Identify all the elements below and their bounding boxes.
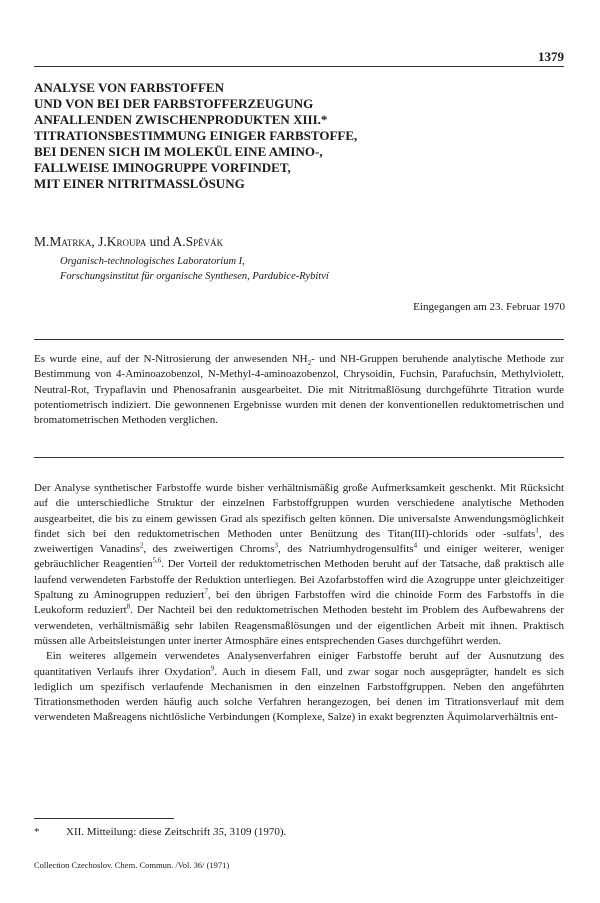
reference-mark: 3 xyxy=(274,541,278,550)
abstract-top-rule xyxy=(34,339,564,340)
journal-footer: Collection Czechoslov. Chem. Commun. /Vol. 36/ (1971) xyxy=(34,860,230,870)
title-line: ANFALLENDEN ZWISCHENPRODUKTEN XIII.* xyxy=(34,112,328,127)
title-line: BEI DENEN SICH IM MOLEKÜL EINE AMINO-, xyxy=(34,144,323,159)
text-run: , des Natriumhydrogensulfits xyxy=(278,543,414,556)
paragraph xyxy=(34,649,564,725)
author-3-name: Spěvák xyxy=(185,234,224,249)
reference-mark: 7 xyxy=(204,587,208,596)
footnote-rule xyxy=(34,818,174,819)
text-run: und einiger weiterer, weniger gebräuchlicher Reagentien xyxy=(34,543,564,571)
abstract-text: Es wurde eine, auf der N-Nitrosierung der anwesenden NH xyxy=(34,353,308,365)
author-3-initial: A. xyxy=(172,234,186,249)
footnote-mark: * xyxy=(34,826,40,838)
abstract-text: - und NH-Gruppen beruhende analytische Methode zur Bestimmung von 4-Aminoazobenzol, N-Methyl-4-aminoazobenzol, Chrysoidin, Fuchsin, Parafuchsin, Methylviolett, Neutral-Rot, Trypaflavin und Phenosafranin ausgearbeitet. Die mit Nitritmaßlösung durchgeführte Titration wurde potentiometrisch indiziert. Die gewonnenen Ergebnisse wurden mit denen der konventionellen reduktometrischen und bromatometrischen Methoden verglichen. xyxy=(34,353,565,427)
text-run: . Der Nachteil bei den reduktometrischen Methoden besteht im Problem des Aufbewahrens der verwendeten, verhältnismäßig sehr labilen Reagensmaßlösungen und der eigentlichen Arbeit mit ihnen. Praktisch müssen alle Arbeitsleistungen unter inerter Atmosphäre eines entsprechenden Gases durchgeführt werden. xyxy=(34,604,564,647)
reference-mark: 2 xyxy=(139,541,144,550)
title-line: TITRATIONSBESTIMMUNG EINIGER FARBSTOFFE, xyxy=(34,128,358,143)
footnote-text: XII. Mitteilung: diese Zeitschrift xyxy=(66,826,213,838)
text-run: . Der Vorteil der reduktometrischen Methoden beruht auf der Tatsache, daß praktisch alle laufend verwendeten Farbstoffe der Reduktion unterliegen. Bei Azofarbstoffen wird die Azogruppe unter gleichzeitiger Spaltung zu Aminogruppen reduziert xyxy=(34,558,564,602)
text-run: , des zweiwertigen Vanadins xyxy=(34,527,564,556)
reference-mark: 4 xyxy=(413,541,418,550)
abstract xyxy=(34,352,564,428)
reference-mark: 8 xyxy=(126,602,131,611)
reference-mark: 5,6 xyxy=(152,556,162,565)
author-2-initial: J. xyxy=(98,234,107,249)
title-line: UND VON BEI DER FARBSTOFFERZEUGUNG xyxy=(34,96,314,111)
text-run: Ein weiteres allgemein verwendetes Analysenverfahren einiger Farbstoffe beruht auf der Ausnutzung des quantitativen Verlaufs ihrer Oxydation xyxy=(34,650,564,678)
title-line: ANALYSE VON FARBSTOFFEN xyxy=(34,80,224,95)
affiliation-line: Forschungsinstitut für organische Synthesen, Pardubice-Rybitví xyxy=(60,271,329,282)
author-1-initial: M. xyxy=(34,234,50,249)
authors: M.Matrka, J.Kroupa und A.Spěvák xyxy=(34,234,224,249)
author-2-name: Kroupa xyxy=(106,234,147,249)
text-run: . Auch in diesem Fall, und zwar sogar noch ausgeprägter, handelt es sich lediglich um spezifisch verlaufende Mechanismen in den einzelnen Farbstoffgruppen. Neben den angeführten Titrationsmethoden werden häufig auch solche Verfahren herangezogen, bei denen im Titrationsverlauf mit dem verwendeten Maßreagens nichtlösliche Verbindungen (Komplexe, Salze) in exakt begrenzten Äquimolarverhältnis ent- xyxy=(34,665,564,724)
footnote-volume: 35 xyxy=(212,826,224,838)
received-date: Eingegangen am 23. Februar 1970 xyxy=(413,301,565,313)
paragraph xyxy=(34,481,564,649)
footnote xyxy=(34,826,286,838)
page-number: 1379 xyxy=(538,49,564,64)
author-1-name: Matrka xyxy=(49,234,92,249)
text-run: Der Analyse synthetischer Farbstoffe wurde bisher verhältnismäßig große Aufmerksamkeit geschenkt. Mit Rücksicht auf die unterschiedliche Struktur der einzelnen Farbstoffgruppen wurden verschiedene analytische Methoden ausgearbeitet, die bis zu einem gewissen Grad als spezifisch gelten können. Die universalste Anwendungsmöglichkeit findet sich bei den reduktometrischen Methoden unter Benützung des Titan(III)-chlorids oder -sulfats xyxy=(34,482,564,540)
affiliation xyxy=(60,254,329,284)
header-rule xyxy=(34,66,564,67)
footnote-text: , 3109 (1970). xyxy=(223,826,287,838)
reference-mark: 1 xyxy=(535,526,539,535)
text-run: , des zweiwertigen Chroms xyxy=(143,543,275,556)
text-run: , bei den übrigen Farbstoffen wird die chinoide Form des Farbstoffs in die Leukoform reduziert xyxy=(34,589,564,617)
reference-mark: 9 xyxy=(210,663,215,672)
affiliation-line: Organisch-technologisches Laboratorium I, xyxy=(60,256,245,267)
title-line: MIT EINER NITRITMASSLÖSUNG xyxy=(34,176,245,191)
body-text xyxy=(34,481,564,726)
title-line: FALLWEISE IMINOGRUPPE VORFINDET, xyxy=(34,160,291,175)
article-title xyxy=(34,80,554,192)
subscript: 2 xyxy=(307,359,312,368)
abstract-bottom-rule xyxy=(34,457,564,458)
authors-and: und xyxy=(149,234,170,249)
